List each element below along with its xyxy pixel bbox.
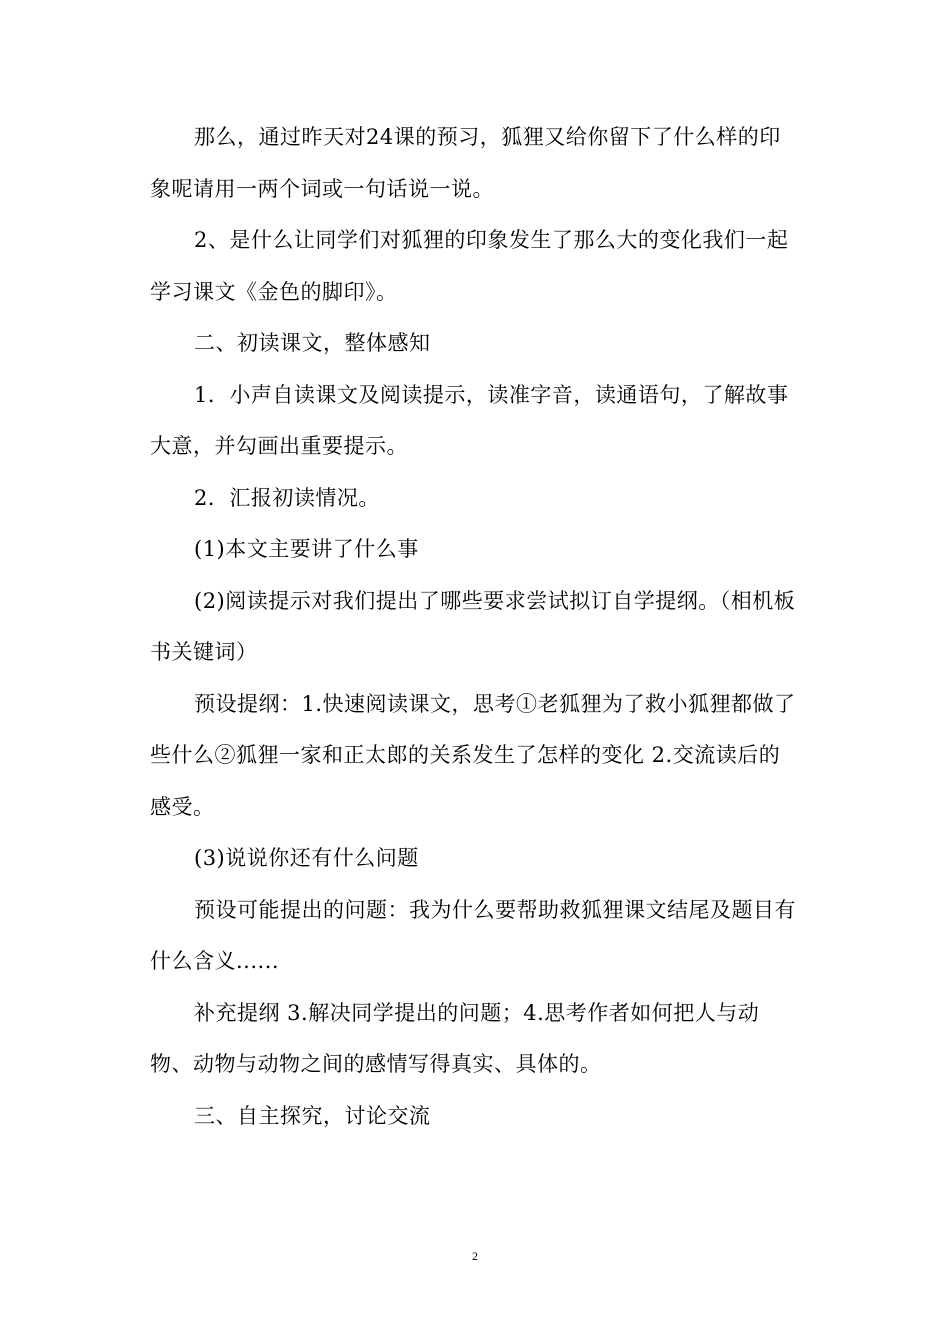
page-number: 2 [472,1249,478,1263]
paragraph-step-1: 1．小声自读课文及阅读提示，读准字音，读通语句，了解故事大意，并勾画出重要提示。 [150,382,789,458]
section-heading-initial-reading: 二、初读课文，整体感知 [194,331,431,355]
section-heading-exploration: 三、自主探究，讨论交流 [194,1103,431,1128]
paragraph-sub-2: (2)阅读提示对我们提出了哪些要求尝试拟订自学提纲。（相机板书关键词） [150,588,796,664]
paragraph-sub-1: (1)本文主要讲了什么事 [194,537,419,561]
document-body [150,112,800,1142]
paragraph-preset-questions: 预设可能提出的问题：我为什么要帮助救狐狸课文结尾及题目有什么含义...... [150,897,796,973]
paragraph-step-2: 2．汇报初读情况。 [194,485,380,510]
paragraph-transition: 2、是什么让同学们对狐狸的印象发生了那么大的变化我们一起学习课文《金色的脚印》。 [150,228,789,304]
paragraph-supplementary-outline: 补充提纲 3.解决同学提出的问题；4.思考作者如何把人与动物、动物与动物之间的感情写得真实、具体的。 [150,1000,760,1076]
paragraph-intro-question: 那么，通过昨天对24课的预习，狐狸又给你留下了什么样的印象呢请用一两个词或一句话说一说。 [150,125,781,201]
paragraph-sub-3: (3)说说你还有什么问题 [194,846,419,870]
paragraph-preset-outline: 预设提纲：1.快速阅读课文，思考①老狐狸为了救小狐狸都做了些什么②狐狸一家和正太郎的关系发生了怎样的变化 2.交流读后的感受。 [150,691,796,819]
